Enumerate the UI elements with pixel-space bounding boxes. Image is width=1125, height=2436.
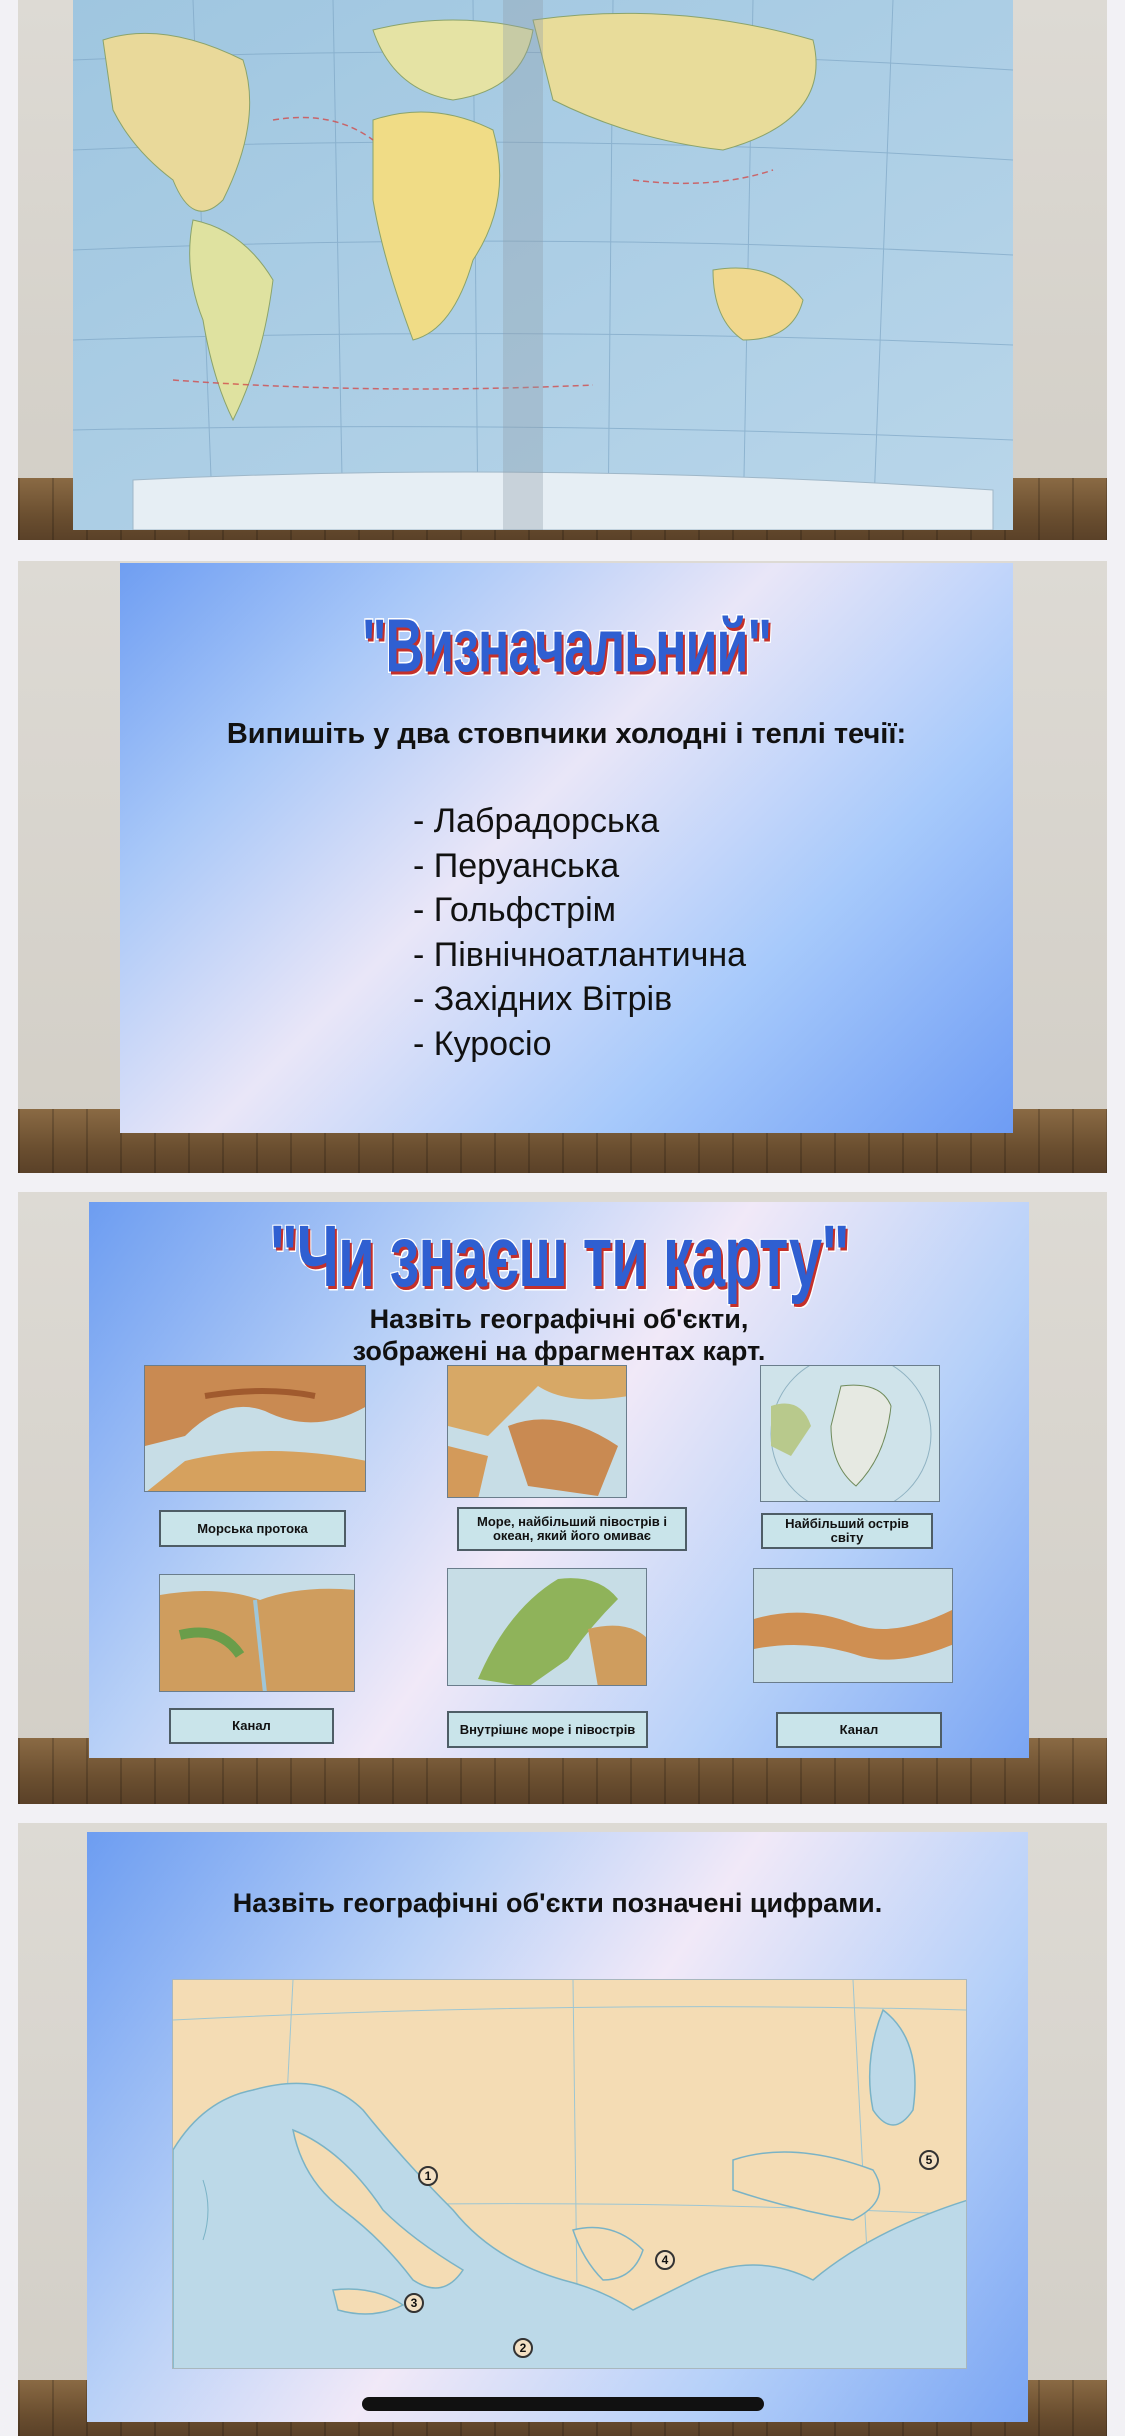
slide-3-board xyxy=(89,1202,1029,1758)
europe-contour-map xyxy=(172,1979,967,2369)
map-fragment-suez xyxy=(159,1574,355,1692)
map-fragment-scandinavia xyxy=(447,1568,647,1686)
map-marker-4: 4 xyxy=(655,2250,675,2270)
currents-list xyxy=(413,799,746,1066)
slide-2-board xyxy=(120,563,1013,1133)
list-item: - Куросіо xyxy=(413,1024,552,1063)
slide-3-map-quiz[interactable] xyxy=(18,1192,1107,1804)
caption-box: Канал xyxy=(776,1712,942,1748)
map-fragment-strait xyxy=(144,1365,366,1492)
map-marker-1: 1 xyxy=(418,2166,438,2186)
caption-box: Морська протока xyxy=(159,1510,346,1547)
slide-2-title: "Визначальний" xyxy=(361,604,772,690)
slide-3-subtitle-line-2: зображені на фрагментах карт. xyxy=(352,1336,766,1366)
home-indicator[interactable] xyxy=(362,2397,764,2411)
slide-2-instruction: Випишіть у два стовпчики холодні і теплі течії: xyxy=(226,718,907,750)
map-fragment-sea-peninsula xyxy=(447,1365,627,1498)
list-item: - Лабрадорська xyxy=(413,802,660,840)
list-item: - Північноатлантична xyxy=(413,935,747,974)
caption-box: Найбільший острів світу xyxy=(761,1513,933,1549)
slide-3-subtitle-line-1: Назвіть географічні об'єкти, xyxy=(369,1304,749,1334)
slide-3-title: "Чи знаєш ти карту" xyxy=(269,1207,849,1306)
slide-4-board xyxy=(87,1832,1028,2422)
map-marker-2: 2 xyxy=(513,2338,533,2358)
map-marker-5: 5 xyxy=(919,2150,939,2170)
list-item: - Західних Вітрів xyxy=(413,980,673,1018)
caption-box: Море, найбільший півострів і океан, який його омиває xyxy=(457,1507,687,1551)
slide-1-world-map[interactable] xyxy=(18,0,1107,540)
caption-box: Канал xyxy=(169,1708,334,1744)
caption-box: Внутрішнє море і півострів xyxy=(447,1711,648,1748)
map-marker-3: 3 xyxy=(404,2293,424,2313)
slide-4-instruction: Назвіть географічні об'єкти позначені цифрами. xyxy=(232,1888,883,1918)
slide-4-numbered-map[interactable] xyxy=(18,1823,1107,2436)
list-item: - Перуанська xyxy=(413,846,620,885)
slide-2-currents[interactable] xyxy=(18,561,1107,1173)
map-fragment-panama xyxy=(753,1568,953,1683)
map-fragment-greenland xyxy=(760,1365,940,1502)
list-item: - Гольфстрім xyxy=(413,891,617,929)
world-map-image xyxy=(73,0,1013,530)
